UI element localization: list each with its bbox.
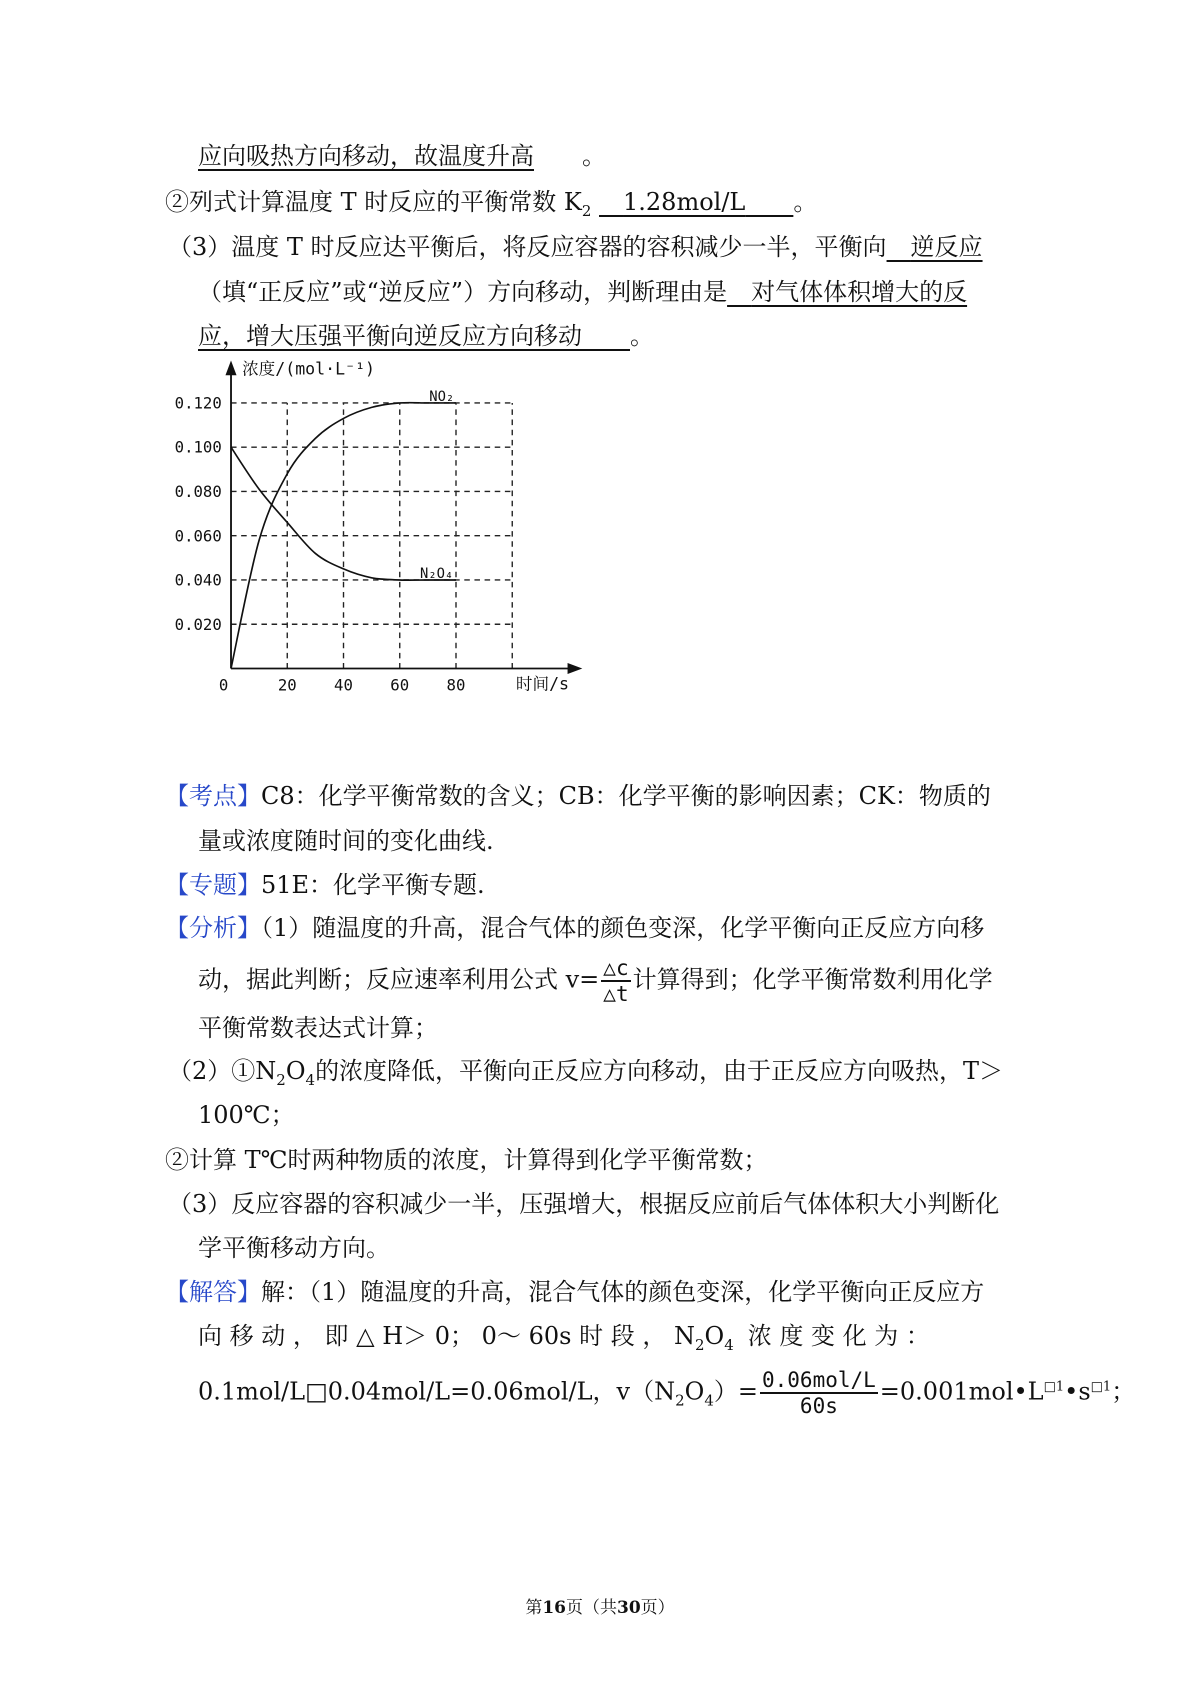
y-tick-label: 0.120 xyxy=(174,393,222,413)
q3-text-2: （填“正反应”或“逆反应”）方向移动，判断理由是 xyxy=(198,278,728,306)
page-footer: 第16页（共30页） xyxy=(525,1598,675,1618)
concentration-time-chart xyxy=(150,355,620,710)
zhuanti-text: 51E：化学平衡专题. xyxy=(261,871,485,899)
rate-formula: $\frac{\triangle c}{\triangle t}$ xyxy=(603,956,629,1006)
subscript: 2 xyxy=(581,202,592,220)
chart-ylabel: 浓度/(mol·L⁻¹) xyxy=(242,359,376,379)
question-3-line-2 xyxy=(198,276,967,308)
chart-ticks xyxy=(175,393,466,694)
part3-line: （3）反应容器的容积减少一半，压强增大，根据反应前后气体体积大小判断化 xyxy=(168,1190,1000,1218)
jieda-line xyxy=(165,1276,984,1308)
y-tick-label: 0.080 xyxy=(174,482,222,501)
answer-line-1 xyxy=(198,140,606,172)
jieda-text: 解：（1）随温度的升高，混合气体的颜色变深，化学平衡向正反应方 xyxy=(261,1278,985,1306)
fenxi-text: （1）随温度的升高，混合气体的颜色变深，化学平衡向正反应方向移 xyxy=(261,914,985,942)
fenxi-line xyxy=(165,912,984,944)
part2-line-2: 100℃； xyxy=(198,1101,295,1129)
total-pages: 30 xyxy=(617,1598,641,1618)
chart-grid xyxy=(231,403,512,669)
jieda-tag: 【解答】 xyxy=(165,1278,261,1306)
y-tick-label: 0.040 xyxy=(174,570,222,590)
part2-line: $(2)①N_2O_4$的浓度降低，平衡向正反应方向移动，由于正反应方向吸热，T＞ xyxy=(168,1057,1004,1089)
chart-xlabel: 时间/s xyxy=(515,674,570,694)
kaodian-line-2 xyxy=(198,825,494,857)
answer-reason-cont: 应，增大压强平衡向逆反应方向移动 xyxy=(198,322,582,350)
chart-axes xyxy=(225,361,582,675)
fenxi-tag: 【分析】 xyxy=(165,914,261,942)
x-axis-arrow xyxy=(568,663,583,674)
kaodian-line xyxy=(165,780,991,812)
series-label-n2o4: N₂O₄ xyxy=(420,566,454,583)
kaodian-tag: 【考点】 xyxy=(165,782,261,810)
fenxi-text-2: 动，据此判断；反应速率利用公式 v= xyxy=(198,965,600,994)
y-axis-arrow xyxy=(225,361,236,376)
y-tick-label: 0.060 xyxy=(174,526,222,546)
rate-calculation: $\frac{\text{0.06mol/L}}{60s}$ xyxy=(762,1368,876,1418)
part3-line-2: 学平衡移动方向。 xyxy=(198,1234,390,1262)
question-3-line-1 xyxy=(168,231,983,263)
part2b-line: ②计算 T℃时两种物质的浓度，计算得到化学平衡常数； xyxy=(165,1146,768,1174)
q3-text: （3）温度 T 时反应达平衡后，将反应容器的容积减少一半，平衡向 xyxy=(168,233,887,261)
y-tick-label: 0.100 xyxy=(174,437,222,457)
q2-text: ②列式计算温度 T 时反应的平衡常数 K xyxy=(165,188,582,216)
answer-k2: 1.28mol/L xyxy=(623,188,746,216)
period: 。 xyxy=(582,142,606,170)
jieda-line-3: 0.1mol/L□0.04mol/L=0.06mol/L，$v(N_2O_4)=$ $\frac{\text{0.06mol/L}}{60s}$ $=0.001mol•L^{□1}•s^{□1}$； xyxy=(198,1368,1136,1418)
zhuanti-line xyxy=(165,869,485,901)
page-number: 16 xyxy=(542,1598,566,1618)
question-3-line-3: 应，增大压强平衡向逆反应方向移动 。 xyxy=(198,322,654,350)
kaodian-text-2: 量或浓度随时间的变化曲线. xyxy=(198,827,494,855)
x-tick-label: 20 xyxy=(277,675,297,695)
question-2-line: ②列式计算温度 T 时反应的平衡常数 $K_2$ 1.28mol/L 。 xyxy=(165,188,818,220)
x-tick-label: 40 xyxy=(334,675,353,695)
x-tick-label: 80 xyxy=(446,675,466,695)
answer-direction: 逆反应 xyxy=(910,233,983,261)
answer-temp-rise: 应向吸热方向移动，故温度升高 xyxy=(198,142,534,170)
fenxi-text-3: 平衡常数表达式计算； xyxy=(198,1014,438,1042)
series-label-no2: NO₂ xyxy=(429,389,455,406)
fenxi-line-3 xyxy=(198,1012,438,1044)
answer-reason: 对气体体积增大的反 xyxy=(751,278,968,306)
x-tick-label: 60 xyxy=(390,675,410,695)
zhuanti-tag: 【专题】 xyxy=(165,871,261,899)
jieda-line-2: 向 移 动 ， 即 △ H＞ 0； 0～ 60s 时 段 ， $N_2O_4$ 浓 度 变 化 为 ： xyxy=(198,1322,930,1354)
fenxi-line-2: 动，据此判断；反应速率利用公式 v= $\frac{\triangle c}{\triangle t}$ 计算得到；化学平衡常数利用化学 xyxy=(198,956,993,1006)
y-tick-label: 0.020 xyxy=(174,614,222,634)
kaodian-text: C8：化学平衡常数的含义；CB：化学平衡的影响因素；CK：物质的 xyxy=(261,782,991,810)
x-tick-label: 0 xyxy=(218,675,229,695)
